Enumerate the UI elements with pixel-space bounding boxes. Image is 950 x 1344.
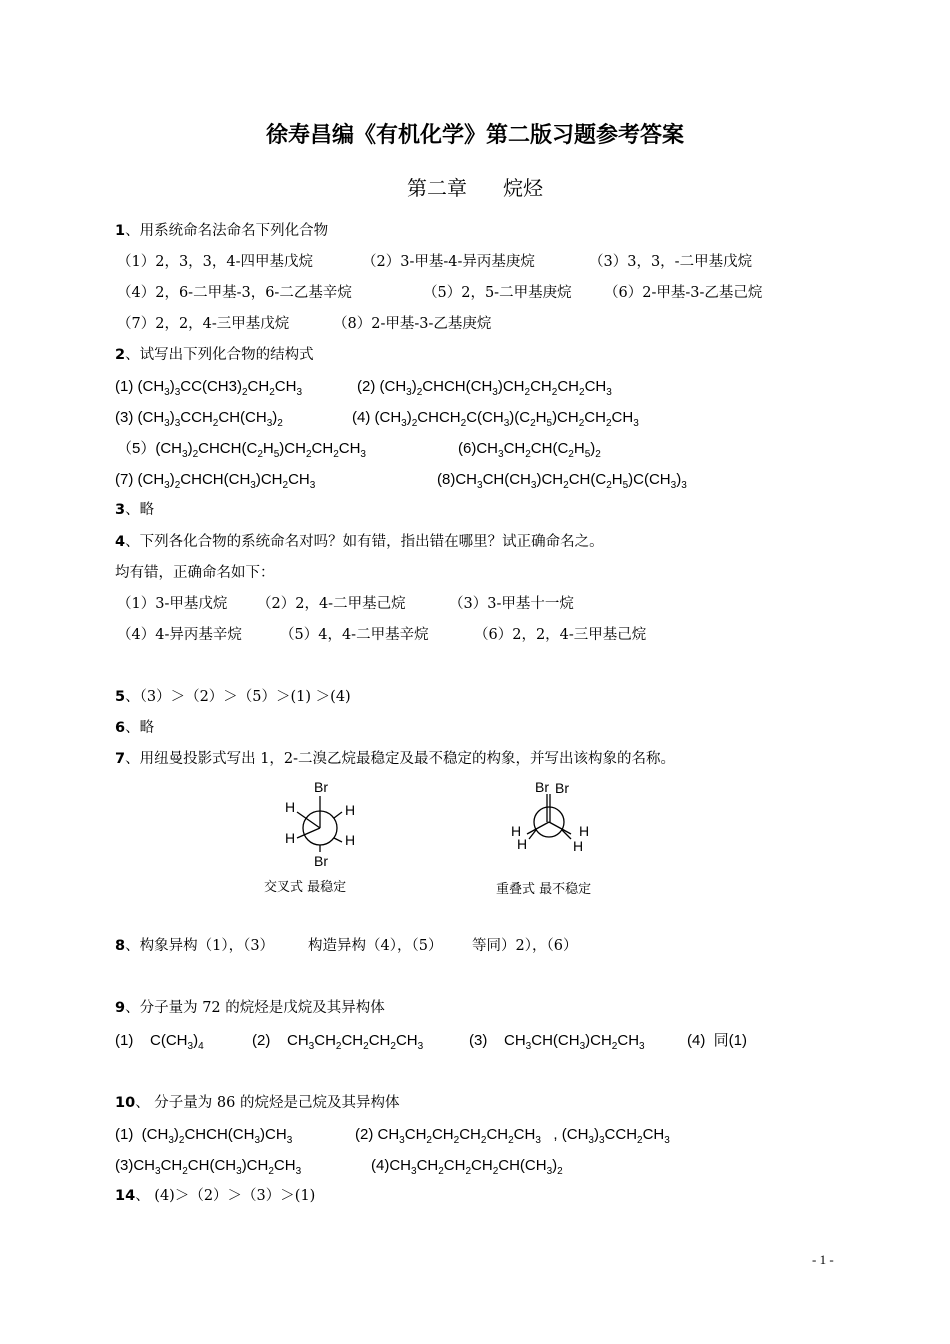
ecl-br-back: Br <box>555 780 569 796</box>
ecl-h-left-front: H <box>511 823 522 839</box>
formula-8: $(8)CH_3CH(CH_3)CH_2CH(C_2H_5)C(CH_3)_3$ <box>437 471 687 491</box>
q9-formula-2: (2) $CH_3CH_2CH_2CH_2CH_3$ <box>252 1032 424 1052</box>
stag-h-lower-left: H <box>285 830 296 846</box>
chapter-name: 烷烃 <box>503 176 543 200</box>
question-14: 14、 (4)＞（2）＞（3）＞(1) <box>115 1188 316 1204</box>
chapter-number: 第二章 <box>407 176 467 200</box>
q10-formula-3: $(3)CH_3CH_2CH(CH_3)CH_2CH_3$ <box>115 1157 302 1177</box>
question-2: 2、试写出下列化合物的结构式 <box>115 347 314 363</box>
q9-formula-4: (4) 同(1) <box>687 1032 748 1049</box>
document-title: 徐寿昌编《有机化学》第二版习题参考答案 <box>265 123 684 148</box>
newman-staggered-diagram <box>280 776 370 870</box>
caption-unstable: 重叠式 最不稳定 <box>496 882 592 897</box>
ecl-h-left-back: H <box>517 836 528 852</box>
formula-6: $(6)CH_3CH_2CH(C_2H_5)_2$ <box>458 440 601 460</box>
formula-7: (7) $(CH_3)_2CHCH(CH_3)CH_2CH_3$ <box>115 471 316 491</box>
formula-4: (4) $(CH_3)_2CHCH_2C(CH_3)(C_2H_5)CH_2CH_2CH_3$ <box>352 409 639 429</box>
q10-formula-2: (2) $CH_3CH_2CH_2CH_2CH_2CH_3$ , $(CH_3)_3CCH_2CH_3$ <box>355 1126 670 1146</box>
stag-h-lower-right: H <box>345 832 356 848</box>
caption-stable: 交叉式 最稳定 <box>264 880 347 895</box>
stag-h-upper-left: H <box>285 799 296 815</box>
ecl-h-right-front: H <box>579 823 590 839</box>
q9-formula-3: (3) $CH_3CH(CH_3)CH_2CH_3$ <box>469 1032 645 1052</box>
formula-2: (2) $(CH_3)_2CHCH(CH_3)CH_2CH_2CH_2CH_3$ <box>357 378 612 398</box>
ecl-h-right-back: H <box>573 838 584 854</box>
question-9: 9、分子量为 72 的烷烃是戊烷及其异构体 <box>115 1000 385 1016</box>
page-number: - 1 - <box>812 1252 834 1267</box>
chapter-heading <box>0 172 950 201</box>
question-6: 6、略 <box>115 720 155 736</box>
q10-formula-4: $(4)CH_3CH_2CH_2CH_2CH(CH_3)_2$ <box>371 1157 563 1177</box>
stag-br-bottom: Br <box>314 853 328 869</box>
stag-br-top: Br <box>314 779 328 795</box>
q9-formula-1: (1) $C(CH_3)_4$ <box>115 1032 204 1052</box>
document-page: 徐寿昌编《有机化学》第二版习题参考答案 第二章 烷烃 1、用系统命名法命名下列化合物 （1）2，3，3，4-四甲基戊烷 （2）3-甲基-4-异丙基庚烷 （3）3，3，-二甲基戊烷 （4）2，6-二甲基-3，6-二乙基辛烷 （5）2，5-二甲基庚烷 （6）2-甲基-3-乙基己烷 （7）2，2，4-三甲基戊烷 （8）2-甲基-3-乙基庚烷 2、试写出下列化合物的结构式 (1) $(CH_3)_3CC(CH3)_2CH_2CH_3$ (2) $(CH_3)_2CHCH(CH_3)CH_2CH_2CH_2CH_3$ (3) $(CH_3)_3CCH_2CH(CH_3)_2$ (4) $(CH_3)_2CHCH_2C(CH_3)(C_2H_5)CH_2CH_2CH_3$ $(5)(CH_3)_2CHCH(C_2H_5)CH_2CH_2CH_3$ $(6)CH_3CH_2CH(C_2H_5)_2$ (7) $(CH_3)_2CHCH(CH_3)CH_2CH_3$ $(8)CH_3CH(CH_3)CH_2CH(C_2H_5)C(CH_3)_3$ 3、略 4、下列各化合物的系统命名对吗？如有错，指出错在哪里？试正确命名之。 均有错，正确命名如下： （1）3-甲基戊烷 （2）2，4-二甲基己烷 （3）3-甲基十一烷 （4）4-异丙基辛烷 （5）4，4-二甲基辛烷 （6）2，2，4-三甲基己烷 5、（3）＞（2）＞（5）＞(1) ＞(4) 6、略 7、用纽曼投影式写出 1，2-二溴乙烷最稳定及最不稳定的构象，并写出该构象的名称。 Br H H H H Br 交叉式 最稳定 Br Br H H H H 重叠式 最不稳定 8、构象异构（1），（3） 构造异构（4），（5） 等同）2），（6） 9、分子量为 72 的烷烃是戊烷及其异构体 (1) $C(CH_3)_4$ (2) $CH_3CH_2CH_2CH_2CH_3$ (3) $CH_3CH(CH_3)CH_2CH_3$ (4) 同(1) 10、 分子量为 86 的烷烃是己烷及其异构体 (1) $(CH_3)_2CHCH(CH_3)CH_3$ (2) $CH_3CH_2CH_2CH_2CH_2CH_3$ , $(CH_3)_3CCH_2CH_3$ $(3)CH_3CH_2CH(CH_3)CH_2CH_3$ $(4)CH_3CH_2CH_2CH_2CH(CH_3)_2$ 14、 (4)＞（2）＞（3）＞(1) - 1 - <box>0 0 950 1344</box>
formula-5: $(5)(CH_3)_2CHCH(C_2H_5)CH_2CH_2CH_3$ <box>117 440 366 460</box>
newman-eclipsed-diagram <box>505 776 605 860</box>
question-4: 4、下列各化合物的系统命名对吗？如有错，指出错在哪里？试正确命名之。 <box>115 534 604 550</box>
question-7: 7、用纽曼投影式写出 1，2-二溴乙烷最稳定及最不稳定的构象，并写出该构象的名称。 <box>115 751 676 767</box>
question-5: 5、（3）＞（2）＞（5）＞(1) ＞(4) <box>115 689 351 705</box>
formula-3: (3) $(CH_3)_3CCH_2CH(CH_3)_2$ <box>115 409 283 429</box>
ecl-br-front: Br <box>535 779 549 795</box>
question-3: 3、略 <box>115 502 155 518</box>
question-1: 1、用系统命名法命名下列化合物 <box>115 223 329 239</box>
formula-1: (1) $(CH_3)_3CC(CH3)_2CH_2CH_3$ <box>115 378 302 398</box>
stag-h-upper-right: H <box>345 802 356 818</box>
q4-note: 均有错，正确命名如下： <box>115 565 275 581</box>
q10-formula-1: (1) $(CH_3)_2CHCH(CH_3)CH_3$ <box>115 1126 293 1146</box>
question-10: 10、 分子量为 86 的烷烃是己烷及其异构体 <box>115 1095 400 1111</box>
